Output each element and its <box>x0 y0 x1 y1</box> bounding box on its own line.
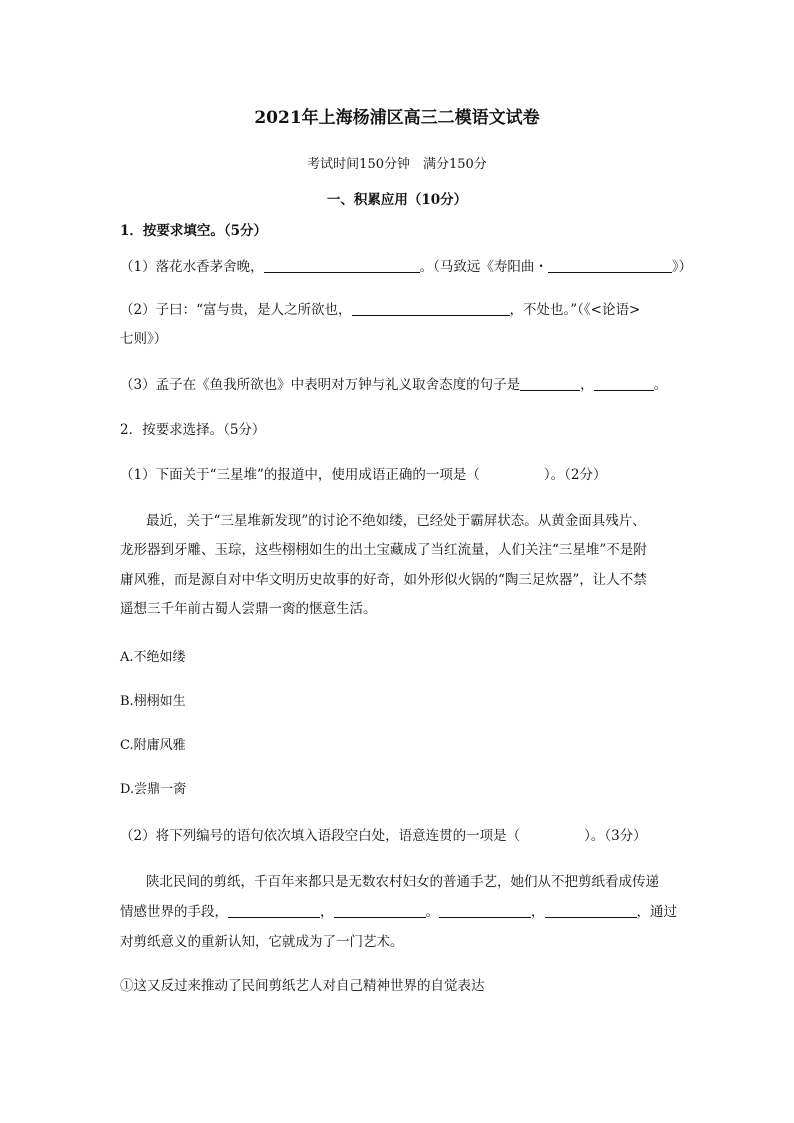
passage-line: 庸风雅，而是源自对中华文明历史故事的好奇，如外形似火锅的“陶三足炊器”，让人不禁 <box>120 572 647 588</box>
option-a: A.不绝如缕 <box>120 650 186 665</box>
question-2-sub-1-prompt <box>120 465 607 485</box>
punctuation: 。 <box>425 904 439 920</box>
item-text: ，不处也。”（《<论语> <box>509 302 641 318</box>
passage-text: ，通过 <box>636 904 677 920</box>
passage-line: 龙形器到牙雕、玉琮，这些栩栩如生的出土宝藏成了当红流量，人们关注“三星堆”不是附 <box>120 542 647 558</box>
statement-1: ①这又反过来推动了民间剪纸艺人对自己精神世界的自觉表达 <box>120 978 485 994</box>
question-1-item-1 <box>120 257 692 277</box>
question-1-item-3 <box>120 375 667 395</box>
prompt-text: （1）下面关于“三星堆”的报道中，使用成语正确的一项是（ <box>120 467 480 483</box>
question-2-heading: 2．按要求选择。（5分） <box>120 422 266 438</box>
question-1-item-2 <box>120 300 640 320</box>
passage-line: 陕北民间的剪纸，千百年来都只是无数农村妇女的普通手艺，她们从不把剪纸看成传递 <box>146 874 659 890</box>
page-title: 2021年上海杨浦区高三二模语文试卷 <box>254 108 540 128</box>
passage-line: 遥想三千年前古蜀人尝鼎一脔的惬意生活。 <box>120 601 377 617</box>
passage-line: 对剪纸意义的重新认知，它就成为了一门艺术。 <box>120 934 404 950</box>
item-text: （2）子曰：“富与贵，是人之所欲也， <box>120 302 352 318</box>
question-2-sub-2-prompt <box>120 826 647 846</box>
item-text: ， <box>580 377 594 393</box>
question-1-heading: 1．按要求填空。（5分） <box>120 223 268 239</box>
item-text: （1）落花水香茅舍晚， <box>120 259 264 275</box>
question-1-item-2-cont: 七则》） <box>120 331 168 347</box>
passage-line <box>120 902 677 922</box>
item-text: 》） <box>671 259 693 275</box>
exam-info: 考试时间150分钟 满分150分 <box>307 157 487 172</box>
option-d: D.尝鼎一脔 <box>120 782 187 797</box>
punctuation: ， <box>320 904 334 920</box>
answer-blank <box>520 376 580 391</box>
prompt-text: （2）将下列编号的语句依次填入语段空白处，语意连贯的一项是（ <box>120 828 521 844</box>
passage-text: 情感世界的手段， <box>120 904 228 920</box>
answer-blank <box>352 301 510 316</box>
prompt-text: ）。（2分） <box>543 467 607 483</box>
item-text: 。（马致远《寿阳曲・ <box>419 259 548 275</box>
item-text: 。 <box>653 377 668 393</box>
answer-blank <box>548 258 672 273</box>
passage-line: 最近，关于“三星堆新发现”的讨论不绝如缕，已经处于霸屏状态。从黄金面具残片、 <box>146 513 646 529</box>
option-c: C.附庸风雅 <box>120 738 186 753</box>
answer-blank <box>334 903 426 918</box>
option-b: B.栩栩如生 <box>120 694 186 709</box>
answer-blank <box>228 903 320 918</box>
answer-blank <box>594 376 654 391</box>
section-heading: 一、积累应用（10分） <box>326 192 468 208</box>
item-text: （3）孟子在《鱼我所欲也》中表明对万钟与礼义取舍态度的句子是 <box>120 377 521 393</box>
answer-blank <box>545 903 637 918</box>
answer-blank <box>264 258 420 273</box>
prompt-text: ）。（3分） <box>584 828 647 844</box>
answer-blank <box>439 903 531 918</box>
punctuation: ， <box>531 904 545 920</box>
